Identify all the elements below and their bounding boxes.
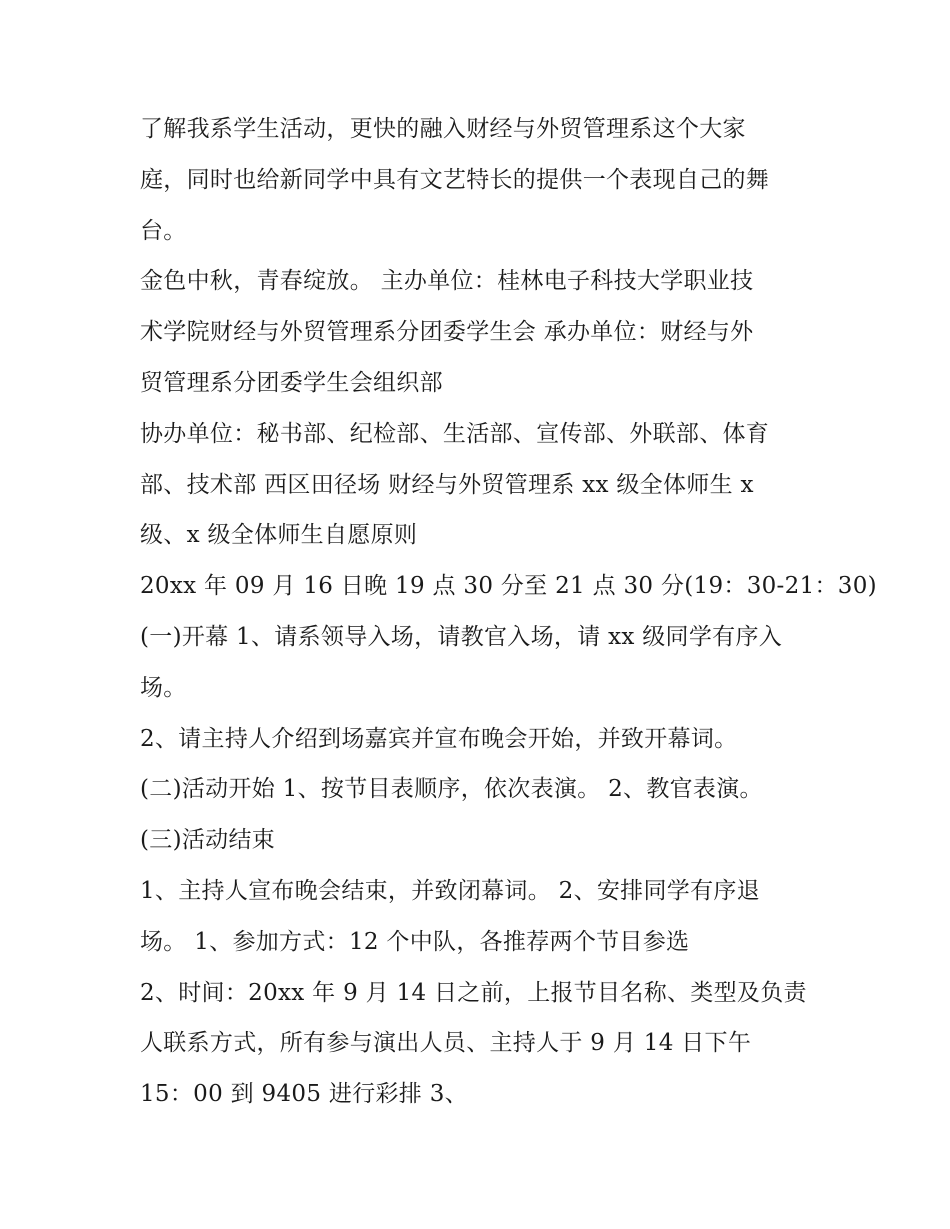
text-line: 庭，同时也给新同学中具有文艺特长的提供一个表现自己的舞 (140, 166, 770, 193)
text-line: 20xx 年 09 月 16 日晚 19 点 30 分至 21 点 30 分(19：30-21：30) (140, 573, 877, 600)
text-line: (一)开幕 1、请系领导入场，请教官入场，请 xx 级同学有序入 (140, 623, 783, 650)
text-line: 台。 (140, 217, 187, 244)
text-line: 贸管理系分团委学生会组织部 (140, 369, 443, 396)
text-line: 人联系方式，所有参与演出人员、主持人于 9 月 14 日下午 (140, 1030, 752, 1057)
text-line: 级、x 级全体师生自愿原则 (140, 522, 418, 549)
text-line: 1、主持人宣布晚会结束，并致闭幕词。 2、安排同学有序退 (140, 877, 760, 904)
text-line: 术学院财经与外贸管理系分团委学生会 承办单位：财经与外 (140, 319, 754, 346)
text-line: 场。 1、参加方式：12 个中队，各推荐两个节目参选 (140, 928, 690, 955)
text-line: 场。 (140, 674, 187, 701)
text-line: 协办单位：秘书部、纪检部、生活部、宣传部、外联部、体育 (140, 420, 770, 447)
text-line: 2、请主持人介绍到场嘉宾并宣布晚会开始，并致开幕词。 (140, 725, 738, 752)
text-line: 2、时间：20xx 年 9 月 14 日之前，上报节目名称、类型及负责 (140, 979, 807, 1006)
text-line: 金色中秋，青春绽放。 主办单位：桂林电子科技大学职业技 (140, 268, 754, 295)
text-line: 了解我系学生活动，更快的融入财经与外贸管理系这个大家 (140, 116, 746, 142)
document-body (140, 104, 877, 1120)
text-line: (三)活动结束 (140, 827, 276, 854)
text-line: 15：00 到 9405 进行彩排 3、 (140, 1081, 468, 1108)
text-line: (二)活动开始 1、按节目表顺序，依次表演。 2、教官表演。 (140, 776, 763, 803)
text-line: 部、技术部 西区田径场 财经与外贸管理系 xx 级全体师生 x (140, 471, 754, 498)
